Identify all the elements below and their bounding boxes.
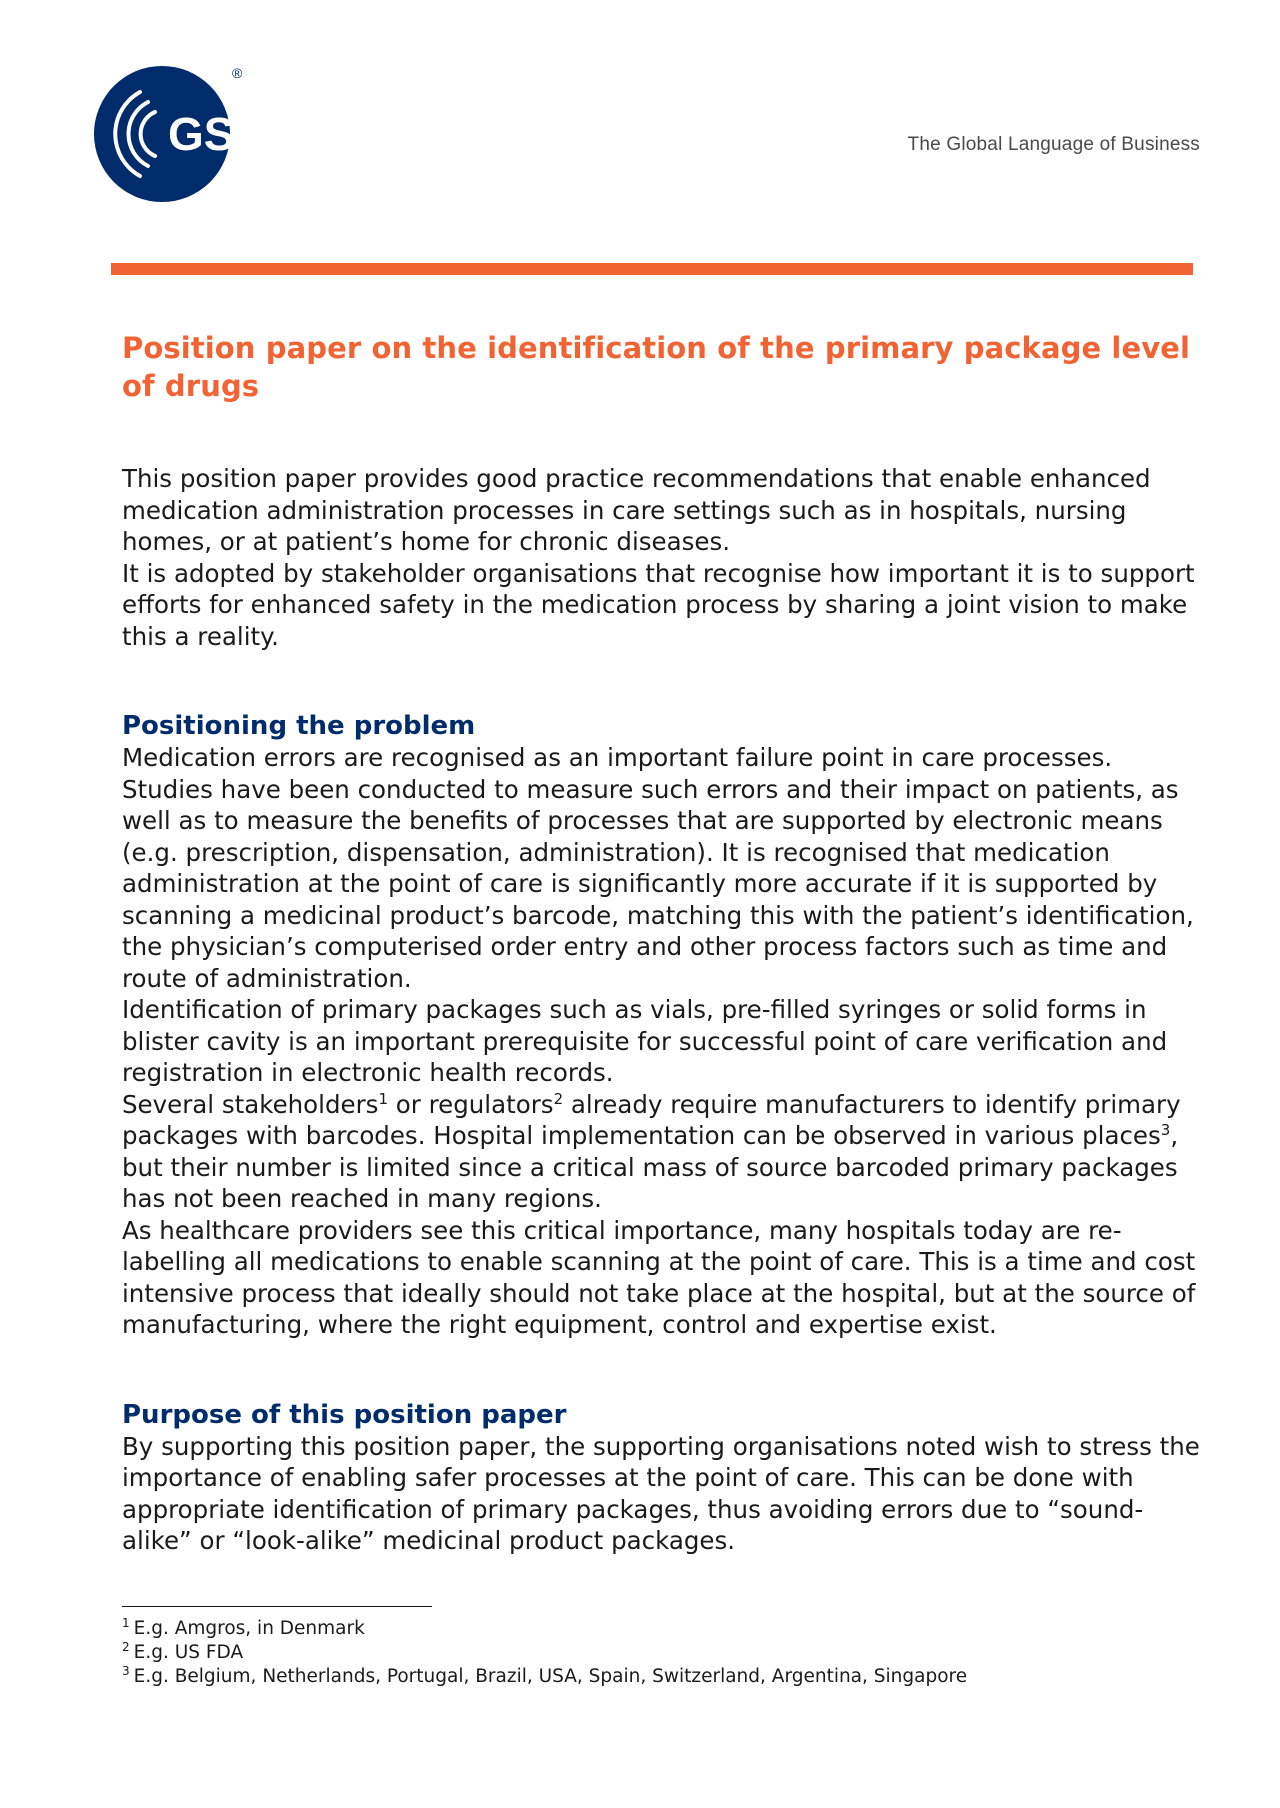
problem-p3-part-d: , but their number is limited since a critical mass of source barcoded primary packages has not been reached in many regions. [122, 1121, 1179, 1213]
footnote-ref-1[interactable]: 1 [378, 1089, 388, 1108]
footnote-text: E.g. Belgium, Netherlands, Portugal, Brazil, USA, Spain, Switzerland, Argentina, Singapore [133, 1666, 968, 1687]
footnote-text: E.g. Amgros, in Denmark [133, 1618, 365, 1639]
footnote-ref-3[interactable]: 3 [1160, 1120, 1171, 1139]
problem-paragraph-3 [122, 1089, 1202, 1215]
problem-paragraph-1: Medication errors are recognised as an important failure point in care processes. Studies have been conducted to measure such errors and their impact on patients, as well as to measure the benefits of processes that are supported by electronic means (e.g. prescription, dispensation, administration). It is recognised that medication administration at the point of care is significantly more accurate if it is supported by scanning a medicinal product’s barcode, matching this with the patient’s identification, the physician’s computerised order entry and other process factors such as time and route of administration. [122, 743, 1194, 993]
document-title: Position paper on the identification of the primary package level of drugs [122, 331, 1191, 403]
problem-p3-part-c: already require manufacturers to identify primary packages with barcodes. Hospital implementation can be observed in various places [122, 1089, 1181, 1150]
problem-p3-part-a: Several stakeholders [122, 1089, 379, 1119]
main-content [122, 329, 1202, 1557]
section-heading-purpose: Purpose of this position paper [122, 1399, 567, 1430]
footnote-1 [122, 1617, 1202, 1641]
intro-section [122, 463, 1202, 652]
footnote-separator [122, 1606, 432, 1607]
intro-paragraph-2: It is adopted by stakeholder organisations that recognise how important it is to support efforts for enhanced safety in the medication process by sharing a joint vision to make this a reality. [122, 558, 1195, 651]
problem-paragraph-4: As healthcare providers see this critical importance, many hospitals today are re-labelling all medications to enable scanning at the point of care. This is a time and cost intensive process that ideally should not take place at the hospital, but at the source of manufacturing, where the right equipment, control and expertise exist. [122, 1215, 1196, 1339]
footnotes [122, 1617, 1202, 1689]
purpose-paragraph-1: By supporting this position paper, the supporting organisations noted wish to stress the importance of enabling safer processes at the point of care. This can be done with appropriate identification of primary packages, thus avoiding errors due to “sound-alike” or “look-alike” medicinal product packages. [122, 1431, 1200, 1555]
footnote-ref-2[interactable]: 2 [553, 1089, 564, 1108]
footnote-number: 1 [122, 1615, 130, 1630]
header-divider-bar [111, 263, 1193, 275]
gs1-logo [92, 64, 268, 204]
footnote-3 [122, 1665, 1202, 1689]
logo-registered-mark: ® [232, 65, 243, 81]
section-heading-problem: Positioning the problem [122, 711, 476, 741]
footnote-number: 2 [122, 1639, 130, 1654]
logo-text: GS1 [168, 108, 261, 160]
tagline: The Global Language of Business [907, 134, 1200, 155]
intro-paragraph-1: This position paper provides good practice recommendations that enable enhanced medication administration processes in care settings such as in hospitals, nursing homes, or at patient’s home for chronic diseases. [122, 464, 1151, 556]
footnote-text: E.g. US FDA [133, 1642, 244, 1663]
footnote-number: 3 [122, 1663, 130, 1678]
problem-paragraph-2: Identification of primary packages such as vials, pre-filled syringes or solid forms in blister cavity is an important prerequisite for successful point of care verification and registration in electronic health records. [122, 995, 1168, 1087]
footnote-2 [122, 1641, 1202, 1665]
problem-p3-part-b: or regulators [387, 1089, 554, 1119]
